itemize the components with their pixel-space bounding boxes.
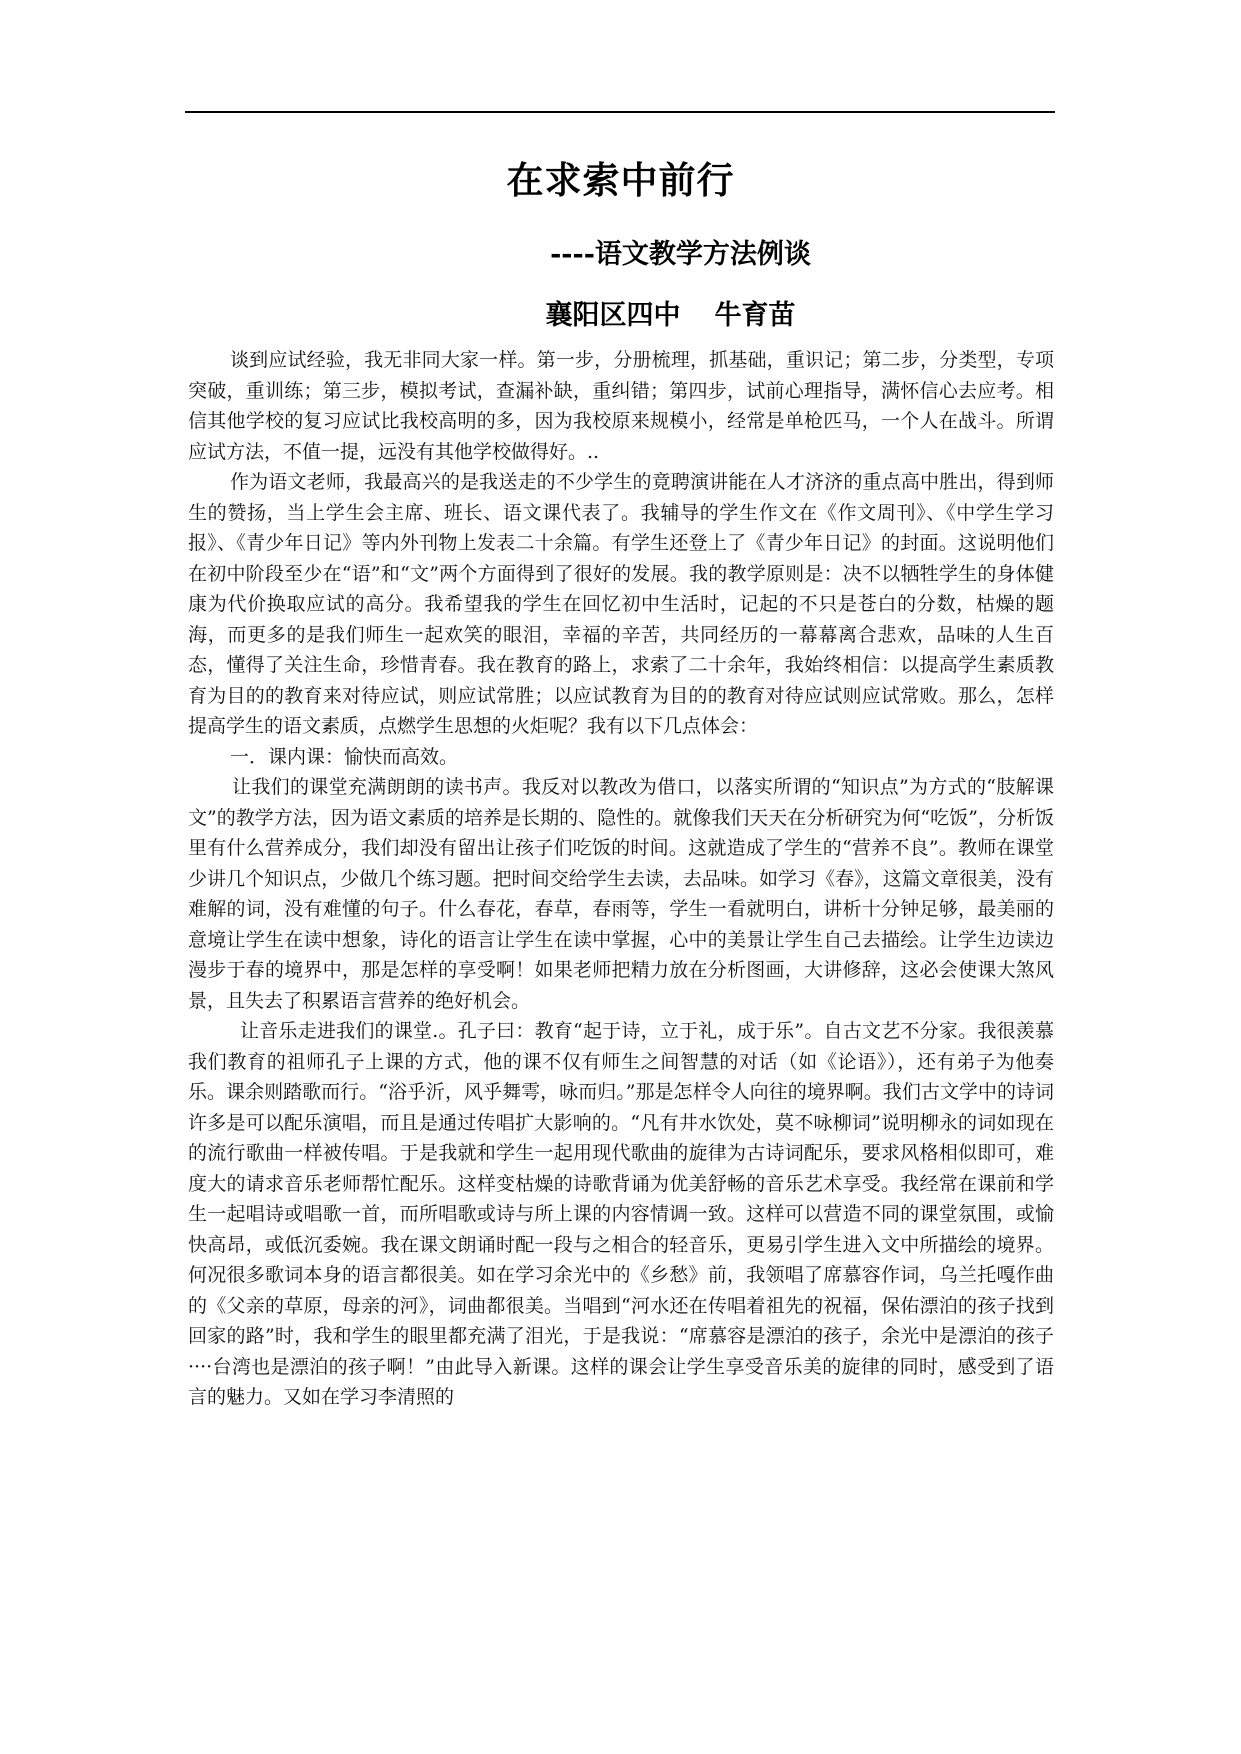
author-line [0, 293, 1241, 332]
paragraph-2: 作为语文老师，我最高兴的是我送走的不少学生的竟聘演讲能在人才济济的重点高中胜出，得到师生的赞扬，当上学生会主席、班长、语文课代表了。我辅导的学生作文在《作文周刊》、《中学生学习报》、《青少年日记》等内外刊物上发表二十余篇。有学生还登上了《青少年日记》的封面。这说明他们在初中阶段至少在“语”和“文”两个方面得到了很好的发展。我的教学原则是：决不以牺牲学生的身体健康为代价换取应试的高分。我希望我的学生在回忆初中生活时，记起的不只是苍白的分数，枯燥的题海，而更多的是我们师生一起欢笑的眼泪，幸福的辛苦，共同经历的一幕幕离合悲欢，品味的人生百态，懂得了关注生命，珍惜青春。我在教育的路上，求索了二十余年，我始终相信：以提高学生素质教育为目的的教育来对待应试，则应试常胜；以应试教育为目的的教育对待应试则应试常败。那么，怎样提高学生的语文素质，点燃学生思想的火炬呢？我有以下几点体会： [188, 471, 1054, 737]
paragraph-4: 让音乐走进我们的课堂.。孔子曰：教育“起于诗，立于礼，成于乐”。自古文艺不分家。我很羡慕我们教育的祖师孔子上课的方式，他的课不仅有师生之间智慧的对话（如《论语》），还有弟子为他奏乐。课余则踏歌而行。“浴乎沂，风乎舞雩，咏而归。”那是怎样令人向往的境界啊。我们古文学中的诗词许多是可以配乐演唱，而且是通过传唱扩大影响的。“凡有井水饮处，莫不咏柳词”说明柳永的词如现在的流行歌曲一样被传唱。于是我就和学生一起用现代歌曲的旋律为古诗词配乐，要求风格相似即可，难度大的请求音乐老师帮忙配乐。这样变枯燥的诗歌背诵为优美舒畅的音乐艺术享受。我经常在课前和学生一起唱诗或唱歌一首，而所唱歌或诗与所上课的内容情调一致。这样可以营造不同的课堂氛围，或愉快高昂，或低沉委婉。我在课文朗诵时配一段与之相合的轻音乐，更易引学生进入文中所描绘的境界。何况很多歌词本身的语言都很美。如在学习余光中的《乡愁》前，我领唱了席慕容作词，乌兰托嘎作曲的《父亲的草原，母亲的河》，词曲都很美。当唱到“河水还在传唱着祖先的祝福，保佑漂泊的孩子找到回家的路”时，我和学生的眼里都充满了泪光，于是我说：“席慕容是漂泊的孩子，余光中是漂泊的孩子····台湾也是漂泊的孩子啊！”由此导入新课。这样的课会让学生享受音乐美的旋律的同时，感受到了语言的魅力。又如在学习李清照的 [188, 1020, 1054, 1408]
section-heading-1: 一．课内课：愉快而高效。 [230, 745, 459, 768]
author-school: 襄阳区四中 [545, 300, 681, 331]
header-rule [185, 111, 1055, 113]
author-name: 牛育苗 [714, 300, 796, 331]
paragraph-3: 让我们的课堂充满朗朗的读书声。我反对以教改为借口，以落实所谓的“知识点”为方式的“肢解课文”的教学方法，因为语文素质的培养是长期的、隐性的。就像我们天天在分析研究为何“吃饭”，分析饭里有什么营养成分，我们却没有留出让孩子们吃饭的时间。这就造成了学生的“营养不良”。教师在课堂少讲几个知识点，少做几个练习题。把时间交给学生去读，去品味。如学习《春》，这篇文章很美，没有难解的词，没有难懂的句子。什么春花，春草，春雨等，学生一看就明白，讲析十分钟足够，最美丽的意境让学生在读中想象，诗化的语言让学生在读中掌握，心中的美景让学生自己去描绘。让学生边读边漫步于春的境界中，那是怎样的享受啊！如果老师把精力放在分析图画，大讲修辞，这必会使课大煞风景，且失去了积累语言营养的绝好机会。 [188, 776, 1054, 1012]
document-title: 在求索中前行 [506, 158, 735, 202]
paragraph-1: 谈到应试经验，我无非同大家一样。第一步，分册梳理，抓基础，重识记；第二步，分类型，专项突破，重训练；第三步，模拟考试，查漏补缺，重纠错；第四步，试前心理指导，满怀信心去应考。相信其他学校的复习应试比我校高明的多，因为我校原来规模小，经常是单枪匹马，一个人在战斗。所谓应试方法，不值一提，远没有其他学校做得好。.. [188, 349, 1054, 463]
document-body [188, 345, 1054, 1413]
document-subtitle: ----语文教学方法例谈 [550, 239, 811, 270]
